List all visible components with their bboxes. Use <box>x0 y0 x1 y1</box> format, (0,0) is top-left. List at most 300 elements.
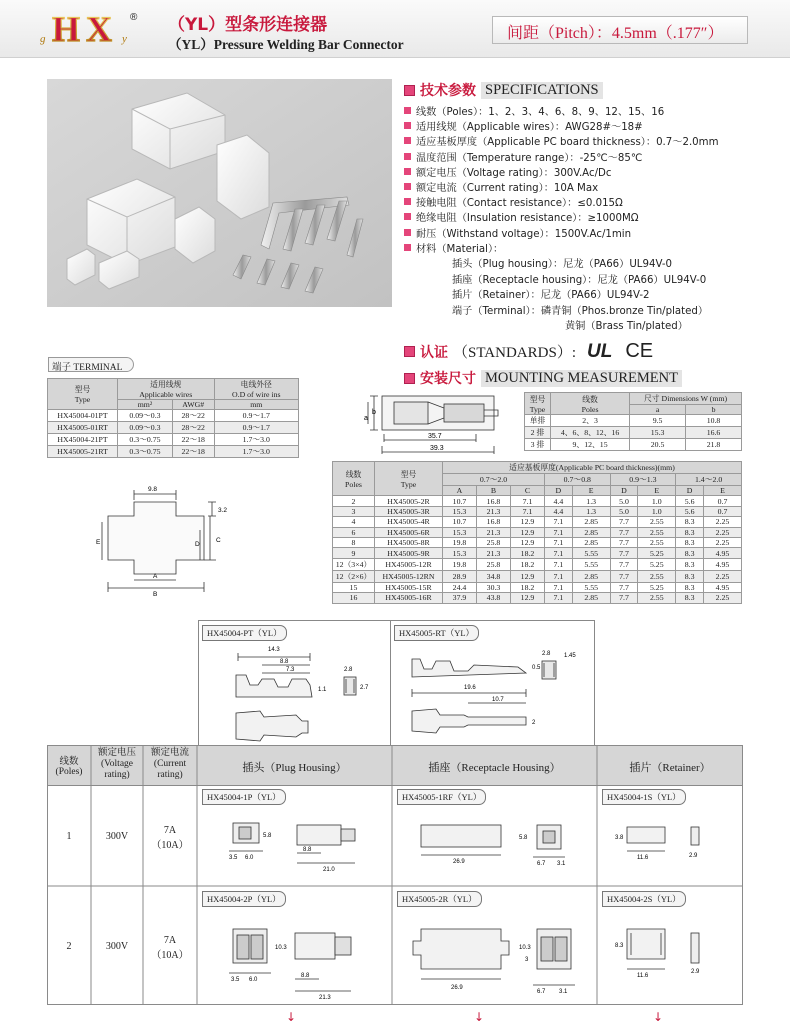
th-thickness: 适应基板厚度(Applicable PC board thickness)(mm) <box>443 462 742 474</box>
cell: 4.4 <box>545 496 573 506</box>
cell: HX45005-15R <box>375 582 443 592</box>
cell: 7.1 <box>545 527 573 537</box>
housing-table <box>47 745 743 1005</box>
cell: 1.7～3.0 <box>214 446 298 458</box>
row2-volt: 300V <box>105 941 129 952</box>
th-retainer: 插片（Retainer） <box>629 762 711 774</box>
hx-logo <box>38 8 148 48</box>
table-row <box>333 593 742 603</box>
table-row <box>48 434 299 446</box>
th-awg: AWG# <box>172 400 214 410</box>
th-voltage <box>91 748 143 781</box>
cell: 12.9 <box>511 570 545 582</box>
cell: 8.3 <box>676 593 704 603</box>
cell: 8.3 <box>676 570 704 582</box>
dim-5-8: 5.8 <box>519 835 528 841</box>
table-row <box>333 548 742 558</box>
dim-26-9: 26.9 <box>451 985 463 991</box>
table-row <box>333 537 742 547</box>
cell: 8.3 <box>676 527 704 537</box>
cell: 7.1 <box>545 558 573 570</box>
cell: 22～18 <box>172 434 214 446</box>
dim-8-8: 8.8 <box>303 847 312 853</box>
cell: 5.6 <box>676 506 704 516</box>
th-letter: E <box>638 486 676 496</box>
rt-label: HX45005-RT（YL） <box>394 625 479 641</box>
cell: 7.7 <box>610 527 638 537</box>
ul-mark-icon: UL <box>586 340 613 362</box>
cell: 7.7 <box>610 570 638 582</box>
dim-c: C <box>216 537 221 544</box>
dim-1-45: 1.45 <box>564 653 576 659</box>
pt-terminal-drawing <box>232 645 382 743</box>
rt-terminal-drawing <box>408 645 588 743</box>
table-row <box>333 558 742 570</box>
plug-2p-label: HX45004-2P（YL） <box>202 891 286 907</box>
cell: 34.8 <box>477 570 511 582</box>
bullet-icon <box>404 183 411 190</box>
dim-9-8: 9.8 <box>148 486 158 493</box>
cell: 10.7 <box>443 496 477 506</box>
cell: 2.55 <box>638 593 676 603</box>
dim-2-8: 2.8 <box>344 667 353 673</box>
cell: 7.7 <box>610 558 638 570</box>
th-current <box>143 748 197 781</box>
cell: 4、6、8、12、16 <box>551 427 630 439</box>
terminal-table <box>47 378 299 458</box>
table-row <box>333 527 742 537</box>
cell: 2.55 <box>638 517 676 527</box>
cell: 6 <box>333 527 375 537</box>
cell: 16 <box>333 593 375 603</box>
cell: 18.2 <box>511 582 545 592</box>
cell: 0.9～1.7 <box>214 410 298 422</box>
table-row <box>525 415 742 427</box>
retainer-1s-label: HX45004-1S（YL） <box>602 789 686 805</box>
dim-2-7: 2.7 <box>360 685 369 691</box>
recept-1rf-drawing <box>407 813 592 881</box>
cell: 5.25 <box>638 558 676 570</box>
cell: 7.1 <box>545 570 573 582</box>
material-item: 插片（Retainer）：尼龙（PA66）UL94V-2 <box>452 290 650 301</box>
cell: 7.1 <box>545 548 573 558</box>
cell: 19.8 <box>443 558 477 570</box>
th-volt-en: (Voltage <box>100 759 133 769</box>
dim-10-7: 10.7 <box>492 697 504 703</box>
cell: 2.25 <box>703 517 741 527</box>
cell: 10.8 <box>686 415 742 427</box>
cell: 12.9 <box>511 537 545 547</box>
svg-text:®: ® <box>130 12 138 23</box>
dim-d: D <box>195 541 200 548</box>
th-letter: C <box>511 486 545 496</box>
cell: 8 <box>333 537 375 547</box>
retainer-2s-drawing <box>607 915 737 1001</box>
arrow-down-icon: ↓ <box>286 1010 297 1024</box>
cell: 5.55 <box>572 558 610 570</box>
cell: 7.1 <box>545 582 573 592</box>
row1-curr <box>143 825 197 851</box>
cell: HX45005-3R <box>375 506 443 516</box>
th-curr-en: rating) <box>157 770 183 780</box>
dim-39-3: 39.3 <box>430 445 444 452</box>
material-item: 插座（Receptacle housing）：尼龙（PA66）UL94V-0 <box>452 274 707 286</box>
title-cn: （YL）型条形连接器 <box>168 15 328 35</box>
svg-text:g: g <box>40 33 46 45</box>
th-type-cn: 型号 <box>74 385 91 394</box>
cell: 2.85 <box>572 527 610 537</box>
bullet-icon <box>404 137 411 144</box>
mounting-title-en: MOUNTING MEASUREMENT <box>481 370 682 387</box>
svg-text:X: X <box>86 9 112 49</box>
cell: 12.9 <box>511 593 545 603</box>
dim-14-3: 14.3 <box>268 647 280 653</box>
dim-a: A <box>153 573 158 580</box>
cell: 5.25 <box>638 582 676 592</box>
spec-item: 额定电流（Current rating）：10A Max <box>416 183 599 195</box>
cell: HX45005-9R <box>375 548 443 558</box>
dim-6-0: 6.0 <box>249 977 258 983</box>
dimensions-table <box>332 461 742 604</box>
dim-2: 2 <box>532 720 536 726</box>
bullet-icon <box>404 229 411 236</box>
cell: 43.8 <box>477 593 511 603</box>
th-volt-en: rating) <box>104 770 130 780</box>
cell: 24.4 <box>443 582 477 592</box>
spec-item: 适用线规（Applicable wires）：AWG28#～18# <box>416 122 643 134</box>
material-item: 插头（Plug housing）：尼龙（PA66）UL94V-0 <box>452 259 672 270</box>
square-icon <box>404 346 415 357</box>
th-letter: D <box>610 486 638 496</box>
cell: 25.8 <box>477 537 511 547</box>
cell: 7.7 <box>610 548 638 558</box>
cell: 0.09～0.3 <box>118 422 173 434</box>
cell: 5.55 <box>572 548 610 558</box>
cell: 5.0 <box>610 506 638 516</box>
cell: 7.1 <box>545 593 573 603</box>
dim-35-7: 35.7 <box>428 433 442 440</box>
row1-volt: 300V <box>105 831 129 842</box>
cell: 18.2 <box>511 558 545 570</box>
cell: 4.95 <box>703 558 741 570</box>
cell: 2 排 <box>525 427 551 439</box>
ce-mark-icon: CE <box>625 340 654 362</box>
dim-21-0: 21.0 <box>323 867 335 873</box>
cell: 7.7 <box>610 593 638 603</box>
cell: 7.7 <box>610 537 638 547</box>
table-row <box>48 410 299 422</box>
dim-19-6: 19.6 <box>464 685 476 691</box>
table-row <box>333 582 742 592</box>
cell: 7.1 <box>545 517 573 527</box>
cell: HX45004-21PT <box>48 434 118 446</box>
cell: 2、3 <box>551 415 630 427</box>
standards-title-en: （STANDARDS）: <box>453 345 576 361</box>
standards-title-cn: 认证 <box>420 344 448 361</box>
bullet-icon <box>404 153 411 160</box>
th-wires-cn: 适用线规 <box>150 380 182 389</box>
table-row <box>333 570 742 582</box>
th-letter: A <box>443 486 477 496</box>
cell: HX45005-16R <box>375 593 443 603</box>
terminal-label: 端子 TERMINAL <box>48 357 134 372</box>
cell: 0.3～0.75 <box>118 446 173 458</box>
cell: 2.25 <box>703 593 741 603</box>
cell: 10.7 <box>443 517 477 527</box>
cell: 0.09～0.3 <box>118 410 173 422</box>
th-poles <box>47 753 91 777</box>
cell: 16.8 <box>477 517 511 527</box>
cell: HX45005-01RT <box>48 422 118 434</box>
pt-label: HX45004-PT（YL） <box>202 625 287 641</box>
th-mm: mm <box>214 400 298 410</box>
spec-item: 线数（Poles）：1、2、3、4、6、8、9、12、15、16 <box>416 107 665 119</box>
product-photo <box>47 79 392 307</box>
cell: 5.25 <box>638 548 676 558</box>
row2-poles: 2 <box>66 941 72 952</box>
cell: 9 <box>333 548 375 558</box>
th-poles-cn: 线数 <box>582 394 598 404</box>
cell: 18.2 <box>511 548 545 558</box>
th-type-en: Type <box>400 479 417 489</box>
th-od-en: O.D of wire ins <box>232 390 281 399</box>
th-letter: D <box>676 486 704 496</box>
cell: 1.0 <box>638 506 676 516</box>
dim-0-5: 0.5 <box>532 665 541 671</box>
cell: 1.3 <box>572 506 610 516</box>
pitch-box: 间距（Pitch）：4.5mm（.177″） <box>492 16 748 44</box>
dim-b: B <box>153 591 158 598</box>
th-poles-cn: 线数 <box>345 469 362 479</box>
cell: 15.3 <box>443 548 477 558</box>
th-letter: E <box>572 486 610 496</box>
cell: 12.9 <box>511 527 545 537</box>
cell: 1.3 <box>572 496 610 506</box>
th-plug: 插头（Plug Housing） <box>242 762 347 774</box>
cell: 15 <box>333 582 375 592</box>
spec-item: 耐压（Withstand voltage）：1500V.Ac/1min <box>416 228 632 240</box>
cell: 9.5 <box>630 415 686 427</box>
plug-2p-drawing <box>219 915 389 1001</box>
table-row <box>333 496 742 506</box>
th-wires-en: Applicable wires <box>139 390 193 399</box>
row1-poles: 1 <box>66 831 72 842</box>
dim-3-1: 3.1 <box>559 989 568 995</box>
cell: 7.7 <box>610 582 638 592</box>
spec-title-en: SPECIFICATIONS <box>481 82 603 99</box>
th-letter: B <box>477 486 511 496</box>
table-row <box>333 506 742 516</box>
dim-26-9: 26.9 <box>453 859 465 865</box>
bullet-icon <box>404 168 411 175</box>
th-poles-en: Poles <box>345 479 362 489</box>
th-poles-en: (Poles) <box>55 767 83 777</box>
th-poles-cn: 线数 <box>59 757 79 767</box>
cell: 21.3 <box>477 548 511 558</box>
cell: 20.5 <box>630 439 686 451</box>
spec-list <box>404 103 790 255</box>
dim-8-3: 8.3 <box>615 943 624 949</box>
retainer-1s-drawing <box>607 813 737 881</box>
cell: 5.55 <box>572 582 610 592</box>
dim-8-8: 8.8 <box>280 659 289 665</box>
dim-3: 3 <box>525 957 529 963</box>
cell: 4 <box>333 517 375 527</box>
th-dimensions: 尺寸 Dimensions W (mm) <box>630 393 742 405</box>
cell: 12（3×4） <box>333 558 375 570</box>
dim-2-9: 2.9 <box>689 853 698 859</box>
row2-curr-max: （10A） <box>151 950 189 961</box>
dim-10-3: 10.3 <box>519 945 531 951</box>
dim-b: b <box>372 409 376 416</box>
cell: 21.8 <box>686 439 742 451</box>
cell: 22～18 <box>172 446 214 458</box>
cell: 12（2×6） <box>333 570 375 582</box>
dim-3-8: 3.8 <box>615 835 624 841</box>
cell: 4.95 <box>703 548 741 558</box>
cell: 8.3 <box>676 558 704 570</box>
dim-3-5: 3.5 <box>231 977 240 983</box>
th-receptacle: 插座（Receptacle Housing） <box>428 762 561 774</box>
cell: HX45005-8R <box>375 537 443 547</box>
th-a: a <box>630 405 686 415</box>
cell: 21.3 <box>477 506 511 516</box>
cell: 2.85 <box>572 537 610 547</box>
cell: 2.85 <box>572 570 610 582</box>
cell: 16.6 <box>686 427 742 439</box>
dim-e: E <box>96 539 101 546</box>
material-item: 端子（Terminal）：磷青铜（Phos.bronze Tin/plated） <box>452 305 709 317</box>
table-row <box>525 427 742 439</box>
dim-10-3: 10.3 <box>275 945 287 951</box>
th-letter: D <box>545 486 573 496</box>
cell: HX45005-4R <box>375 517 443 527</box>
cell: 2.25 <box>703 527 741 537</box>
cell: 2.85 <box>572 593 610 603</box>
cell: 2.55 <box>638 570 676 582</box>
th-range: 0.7～0.8 <box>545 474 611 486</box>
recept-1rf-label: HX45005-1RF（YL） <box>397 789 486 805</box>
cell: 8.3 <box>676 582 704 592</box>
row1-curr-max: （10A） <box>151 840 189 851</box>
spec-item: 温度范围（Temperature range）：-25℃～85℃ <box>416 152 643 164</box>
table-row <box>333 517 742 527</box>
th-curr-en: (Current <box>153 759 187 769</box>
plug-1p-label: HX45004-1P（YL） <box>202 789 286 805</box>
table-row <box>525 439 742 451</box>
cell: 单排 <box>525 415 551 427</box>
cell: 16.8 <box>477 496 511 506</box>
th-poles-en: Poles <box>581 404 599 414</box>
cell: 3 <box>333 506 375 516</box>
cell: 2 <box>333 496 375 506</box>
cell: 2.55 <box>638 527 676 537</box>
spec-item: 材料（Material）： <box>416 243 504 255</box>
th-curr-cn: 额定电流 <box>150 748 189 758</box>
cell: 0.9～1.7 <box>214 422 298 434</box>
th-mm2: mm² <box>118 400 173 410</box>
plug-1p-drawing <box>219 813 389 881</box>
row2-curr <box>143 935 197 961</box>
square-icon <box>404 373 415 384</box>
dim-5-8: 5.8 <box>263 833 272 839</box>
dim-6-7: 6.7 <box>537 989 546 995</box>
cell: 1.0 <box>638 496 676 506</box>
cell: 15.3 <box>443 506 477 516</box>
cell: 21.3 <box>477 527 511 537</box>
cell: 3 排 <box>525 439 551 451</box>
cell: 8.3 <box>676 537 704 547</box>
cell: 25.8 <box>477 558 511 570</box>
cell: 28～22 <box>172 410 214 422</box>
material-list <box>452 255 708 333</box>
cell: 2.55 <box>638 537 676 547</box>
th-type-cn: 型号 <box>529 394 546 404</box>
th-b: b <box>686 405 742 415</box>
dim-6-7: 6.7 <box>537 861 546 867</box>
spec-item: 接触电阻（Contact resistance）：≤0.015Ω <box>416 198 623 210</box>
cell: 5.0 <box>610 496 638 506</box>
cell: 0.7 <box>703 496 741 506</box>
cell: HX45005-21RT <box>48 446 118 458</box>
cell: HX45005-12R <box>375 558 443 570</box>
bullet-icon <box>404 107 411 114</box>
retainer-2s-label: HX45004-2S（YL） <box>602 891 686 907</box>
bullet-icon <box>404 244 411 251</box>
th-od-cn: 电线外径 <box>240 380 272 389</box>
square-icon <box>404 85 415 96</box>
cell: 4.95 <box>703 582 741 592</box>
dim-3-5: 3.5 <box>229 855 238 861</box>
cell: 28.9 <box>443 570 477 582</box>
arrow-down-icon: ↓ <box>474 1010 485 1024</box>
cell: HX45005-6R <box>375 527 443 537</box>
cell: 30.3 <box>477 582 511 592</box>
standards-heading <box>404 340 653 363</box>
table-row <box>48 422 299 434</box>
dim-7-3: 7.3 <box>286 667 295 673</box>
mounting-table <box>524 392 742 451</box>
th-volt-cn: 额定电压 <box>97 748 136 758</box>
dim-2-8: 2.8 <box>542 651 551 657</box>
dim-a: a <box>364 415 368 422</box>
cell: HX45005-2R <box>375 496 443 506</box>
spec-item: 适应基板厚度（Applicable PC board thickness）：0.7～2.0mm <box>416 137 719 149</box>
cell: 0.7 <box>703 506 741 516</box>
th-type-cn: 型号 <box>400 469 417 479</box>
spec-heading <box>404 80 603 100</box>
row1-curr-val: 7A <box>163 825 177 836</box>
mounting-title-cn: 安装尺寸 <box>420 371 476 387</box>
th-letter: E <box>703 486 741 496</box>
cell: 2.25 <box>703 537 741 547</box>
title-en: （YL）Pressure Welding Bar Connector <box>168 37 404 52</box>
recept-2r-label: HX45005-2R（YL） <box>397 891 482 907</box>
cell: HX45005-12RN <box>375 570 443 582</box>
dim-11-6: 11.6 <box>637 973 649 979</box>
spec-title-cn: 技术参数 <box>420 83 476 99</box>
cell: 0.3～0.75 <box>118 434 173 446</box>
svg-text:H: H <box>52 9 81 49</box>
cell: 2.85 <box>572 517 610 527</box>
table-row <box>48 446 299 458</box>
dim-2-9: 2.9 <box>691 969 700 975</box>
dim-3-1: 3.1 <box>557 861 566 867</box>
cell: 15.3 <box>630 427 686 439</box>
cell: 7.1 <box>511 506 545 516</box>
cell: 37.9 <box>443 593 477 603</box>
mounting-heading <box>404 368 682 388</box>
